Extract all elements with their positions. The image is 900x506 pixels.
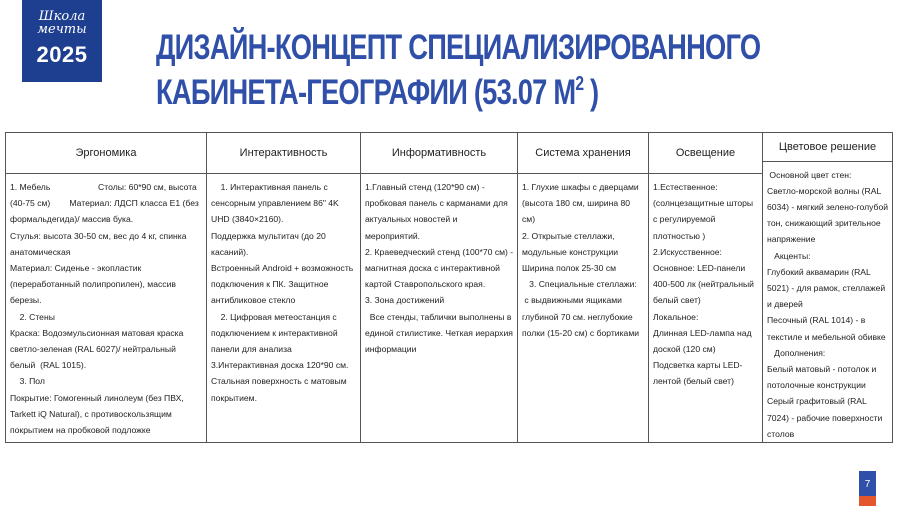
- column-header: Информативность: [361, 133, 517, 174]
- column-header: Эргономика: [6, 133, 206, 174]
- column-color-scheme: [763, 133, 892, 442]
- page-accent-strip: [859, 496, 876, 506]
- column-storage: [518, 133, 649, 442]
- column-body: Основной цвет стен: Светло-морской волны (RAL 6034) - мягкий зелено-голубой тон, снижающий зрительное напряжение Акценты: Глубокий аквамарин (RAL 5021) - для рамок, стеллажей и дверей Песочный (RAL 1014) - в текстиле и мебельной обивке Дополнения: Белый матовый - потолок и потолочные конструкции Серый графитовый (RAL 7024) - рабочие поверхности столов: [767, 169, 889, 439]
- title-line-1: ДИЗАЙН-КОНЦЕПТ СПЕЦИАЛИЗИРОВАННОГО: [156, 28, 761, 67]
- column-body: 1. Интерактивная панель с сенсорным управлением 86" 4K UHD (3840×2160). Поддержка мультитач (до 20 касаний). Встроенный Android + возможность подключения к ПК. Защитное антибликовое стекло 2. Цифровая метеостанция с подключением к интерактивной панели для анализа 3.Интерактивная доска 120*90 см. Стальная поверхность с матовым покрытием.: [211, 182, 354, 403]
- column-header: Система хранения: [518, 133, 648, 174]
- page-title: [156, 28, 761, 112]
- page-number: 7: [859, 471, 876, 506]
- title-superscript: 2: [575, 73, 584, 95]
- column-header: Интерактивность: [207, 133, 360, 174]
- column-lighting: [649, 133, 763, 442]
- column-body: 1.Естественное: (солнцезащитные шторы с регулируемой плотностью ) 2.Искусственное: Основное: LED-панели 400-500 лк (нейтральный белый свет) Локальное: Длинная LED-лампа над доской (120 см) Подсветка карты LED-лентой (белый свет): [653, 182, 754, 387]
- concept-table: [5, 132, 893, 443]
- logo-line-2: мечты: [37, 22, 87, 37]
- column-header: Освещение: [649, 133, 762, 174]
- column-header: Цветовое решение: [763, 133, 892, 162]
- title-tail: ): [583, 73, 599, 112]
- title-line-2: [156, 66, 702, 111]
- column-body: 1. Мебель Столы: 60*90 см, высота (40-75 см) Материал: ЛДСП класса Е1 (без формальдегида)/ массив бука. Стулья: высота 30-50 см, вес до 4 кг, спинка анатомическая Материал: Сиденье - экопластик (переработанный полипропилен), массив березы. 2. Стены Краска: Водоэмульсионная матовая краска светло-зеленая (RAL 6027)/ нейтральный белый (RAL 1015). 3. Пол Покрытие: Гомогенный линолеум (без ПВХ, Tarkett iQ Natural), с противоскользящим покрытием на пробковой подложке: [10, 182, 199, 436]
- column-informativeness: [361, 133, 518, 442]
- logo-year: 2025: [36, 42, 88, 67]
- column-body: 1.Главный стенд (120*90 см) - пробковая панель с карманами для актуальных новостей и мероприятий. 2. Краеведческий стенд (100*70 см) - магнитная доска с интерактивной картой Ставропольского края. 3. Зона достижений Все стенды, таблички выполнены в единой стилистике. Четкая иерархия информации: [365, 182, 514, 355]
- column-ergonomics: [6, 133, 207, 442]
- logo-line-1: Школа: [38, 9, 86, 24]
- school-logo: [22, 0, 102, 82]
- logo-script: [22, 0, 102, 36]
- title-line-2-text: КАБИНЕТА-ГЕОГРАФИИ (53.07 М: [156, 73, 576, 112]
- column-interactivity: [207, 133, 361, 442]
- column-body: 1. Глухие шкафы с дверцами (высота 180 см, ширина 80 см) 2. Открытые стеллажи, модульные конструкции Ширина полок 25-30 см 3. Специальные стеллажи: с выдвижными ящиками глубиной 70 см. неглубокие полки (15-20 см) с бортиками: [522, 182, 640, 338]
